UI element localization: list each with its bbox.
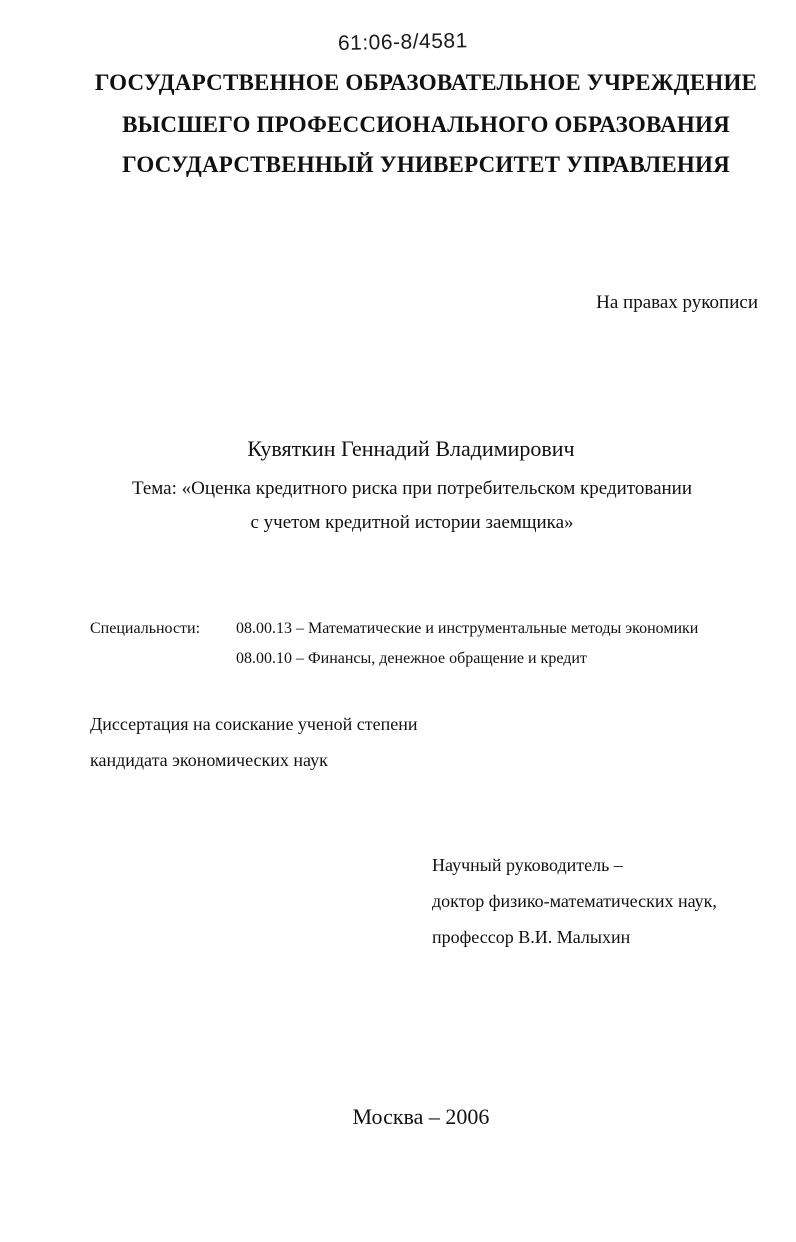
city-year: Москва – 2006	[352, 1104, 490, 1129]
specialty-item: 08.00.10 – Финансы, денежное обращение и кредит	[236, 650, 587, 667]
supervisor-title: Научный руководитель –	[432, 855, 623, 875]
supervisor-name: профессор В.И. Малыхин	[432, 927, 631, 947]
dissertation-degree-line-1: Диссертация на соискание ученой степени	[90, 714, 418, 734]
institution-header-line-1: ГОСУДАРСТВЕННОЕ ОБРАЗОВАТЕЛЬНОЕ УЧРЕЖДЕНИЕ	[94, 70, 758, 95]
dissertation-degree-line-2: кандидата экономических наук	[90, 750, 328, 770]
catalog-code: 61:06-8/4581	[337, 29, 468, 55]
institution-header-line-3: ГОСУДАРСТВЕННЫЙ УНИВЕРСИТЕТ УПРАВЛЕНИЯ	[122, 152, 730, 177]
author-name: Кувяткин Геннадий Владимирович	[247, 436, 575, 461]
specialties-label: Специальности:	[90, 620, 201, 637]
rights-note: На правах рукописи	[596, 292, 758, 313]
topic-line-2: с учетом кредитной истории заемщика»	[250, 512, 574, 533]
supervisor-degree: доктор физико-математических наук,	[432, 891, 717, 911]
institution-header-line-2: ВЫСШЕГО ПРОФЕССИОНАЛЬНОГО ОБРАЗОВАНИЯ	[122, 112, 730, 137]
topic-line-1: Тема: «Оценка кредитного риска при потребительском кредитовании	[131, 478, 693, 499]
specialty-item: 08.00.13 – Математические и инструментальные методы экономики	[236, 620, 699, 637]
